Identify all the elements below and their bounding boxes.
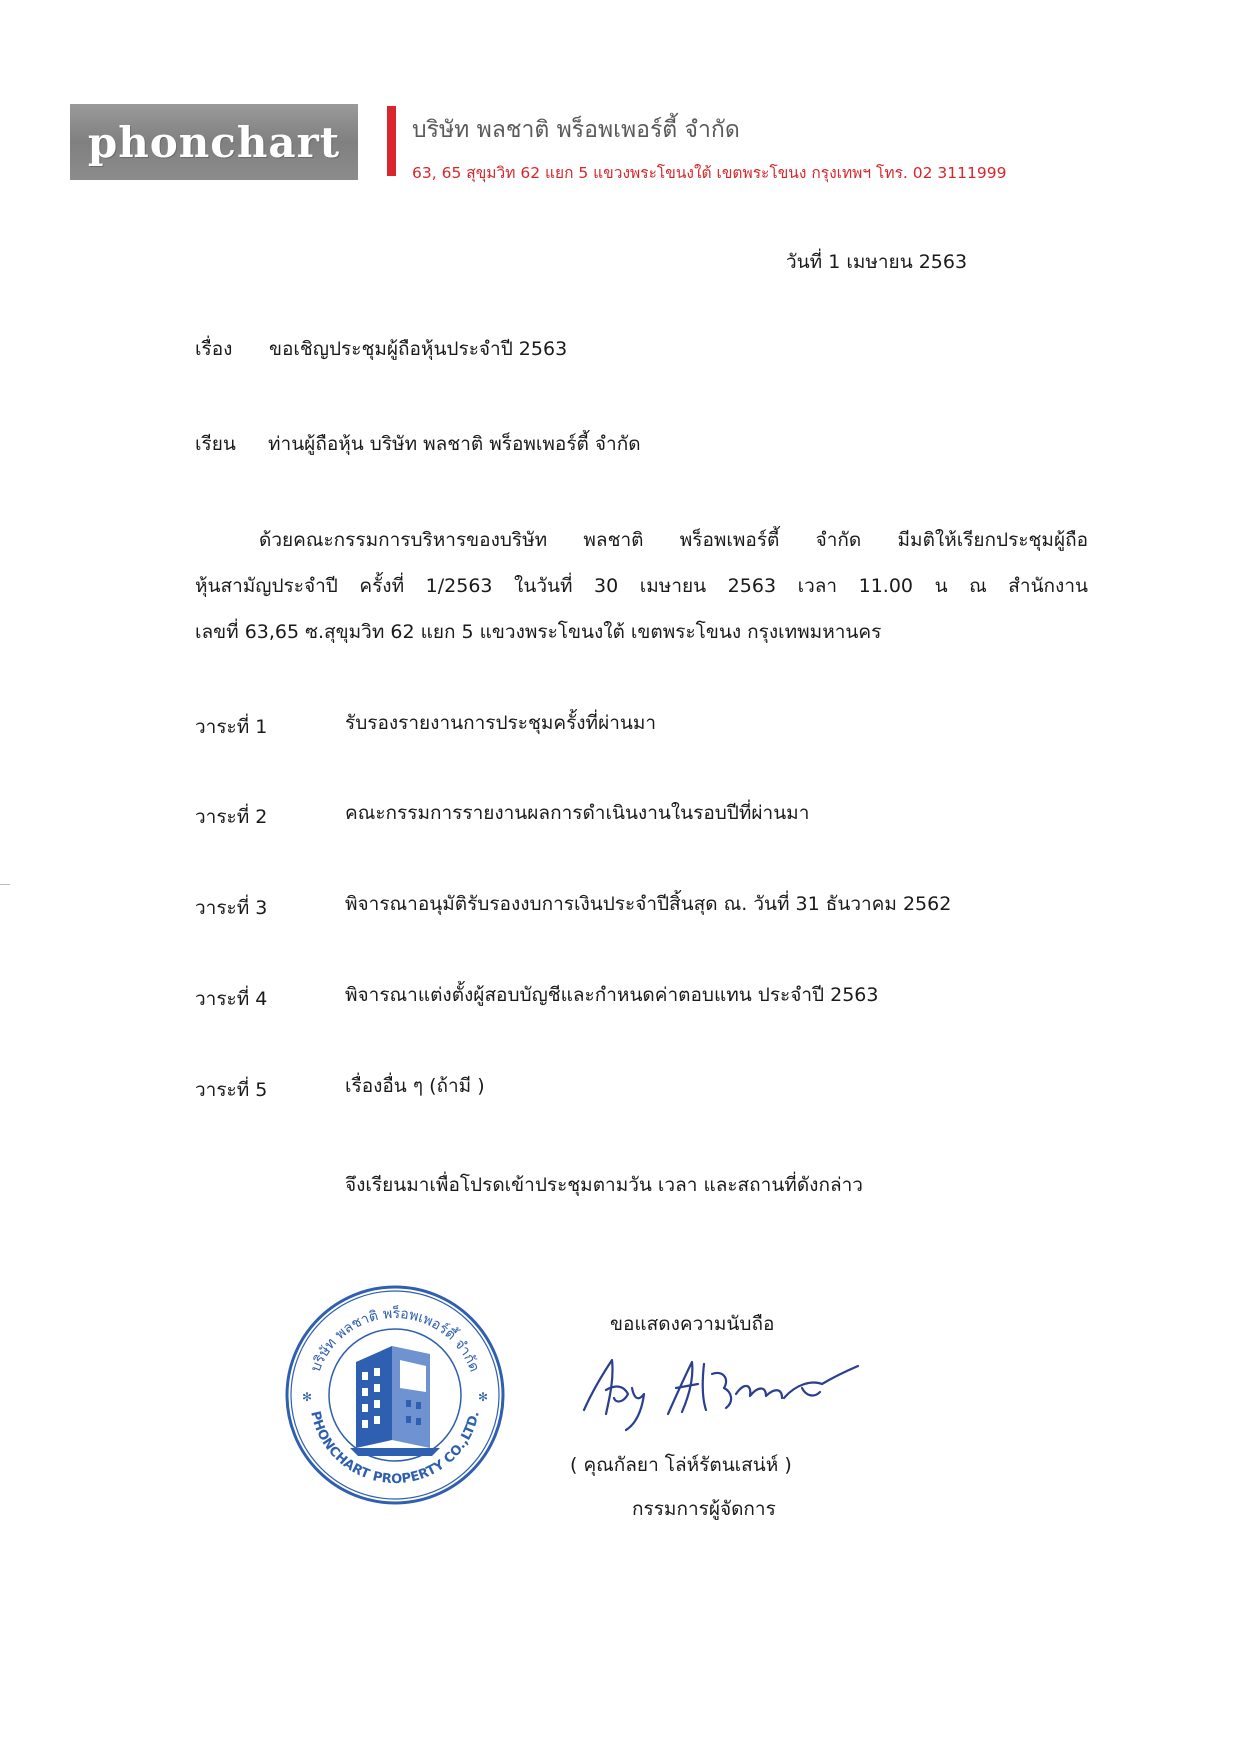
svg-text:✻: ✻ [302, 1390, 313, 1404]
body-line: หุ้นสามัญประจำปี ครั้งที่ 1/2563 ในวันที่ 30 เมษายน 2563 เวลา 11.00 น ณ สำนักงาน [195, 575, 1088, 597]
body-line: ด้วยคณะกรรมการบริหารของบริษัท พลชาติ พร็อพเพอร์ตี้ จำกัด มีมติให้เรียกประชุมผู้ถือ [259, 529, 1088, 551]
logo-text: phonchart [87, 117, 341, 167]
company-name: บริษัท พลชาติ พร็อพเพอร์ตี้ จำกัด [412, 117, 740, 143]
svg-text:✻: ✻ [478, 1390, 489, 1404]
company-address: 63, 65 สุขุมวิท 62 แยก 5 แขวงพระโขนงใต้ เขตพระโขนง กรุงเทพฯ โทร. 02 3111999 [412, 164, 1007, 182]
recipient-label: เรียน [195, 433, 236, 455]
company-logo [70, 104, 358, 180]
signature-icon [576, 1338, 866, 1438]
subject-value: ขอเชิญประชุมผู้ถือหุ้นประจำปี 2563 [269, 338, 568, 360]
agenda-label-4: วาระที่ 4 [195, 988, 268, 1010]
body-paragraph [195, 517, 1088, 655]
agenda-text-5: เรื่องอื่น ๆ (ถ้ามี ) [345, 1075, 485, 1097]
body-line: เลขที่ 63,65 ซ.สุขุมวิท 62 แยก 5 แขวงพระโขนงใต้ เขตพระโขนง กรุงเทพมหานคร [195, 621, 882, 643]
company-seal-icon [280, 1280, 510, 1510]
closing-text: จึงเรียนมาเพื่อโปรดเข้าประชุมตามวัน เวลา และสถานที่ดังกล่าว [345, 1174, 863, 1196]
signer-title: กรรมการผู้จัดการ [632, 1498, 776, 1520]
letter-date: วันที่ 1 เมษายน 2563 [786, 251, 968, 273]
agenda-label-5: วาระที่ 5 [195, 1079, 268, 1101]
regards-text: ขอแสดงความนับถือ [610, 1313, 775, 1335]
agenda-text-1: รับรองรายงานการประชุมครั้งที่ผ่านมา [345, 712, 657, 734]
letterhead-red-bar [387, 106, 396, 176]
recipient-value: ท่านผู้ถือหุ้น บริษัท พลชาติ พร็อพเพอร์ตี้ จำกัด [268, 433, 641, 455]
agenda-label-2: วาระที่ 2 [195, 806, 268, 828]
scan-margin-mark [0, 884, 10, 885]
subject-label: เรื่อง [195, 338, 233, 360]
agenda-text-3: พิจารณาอนุมัติรับรองงบการเงินประจำปีสิ้นสุด ณ. วันที่ 31 ธันวาคม 2562 [345, 893, 952, 915]
agenda-label-3: วาระที่ 3 [195, 897, 268, 919]
signer-name: ( คุณกัลยา โล่ห์รัตนเสน่ห์ ) [570, 1454, 792, 1476]
agenda-text-4: พิจารณาแต่งตั้งผู้สอบบัญชีและกำหนดค่าตอบแทน ประจำปี 2563 [345, 984, 879, 1006]
agenda-label-1: วาระที่ 1 [195, 716, 268, 738]
agenda-text-2: คณะกรรมการรายงานผลการดำเนินงานในรอบปีที่ผ่านมา [345, 802, 810, 824]
seal-top-text: บริษัท พลชาติ พร็อพเพอร์ตี้ จำกัด [307, 1305, 483, 1375]
building-emblem-icon [350, 1346, 440, 1456]
seal-bottom-text: PHONCHART PROPERTY CO.,LTD. [307, 1409, 483, 1488]
